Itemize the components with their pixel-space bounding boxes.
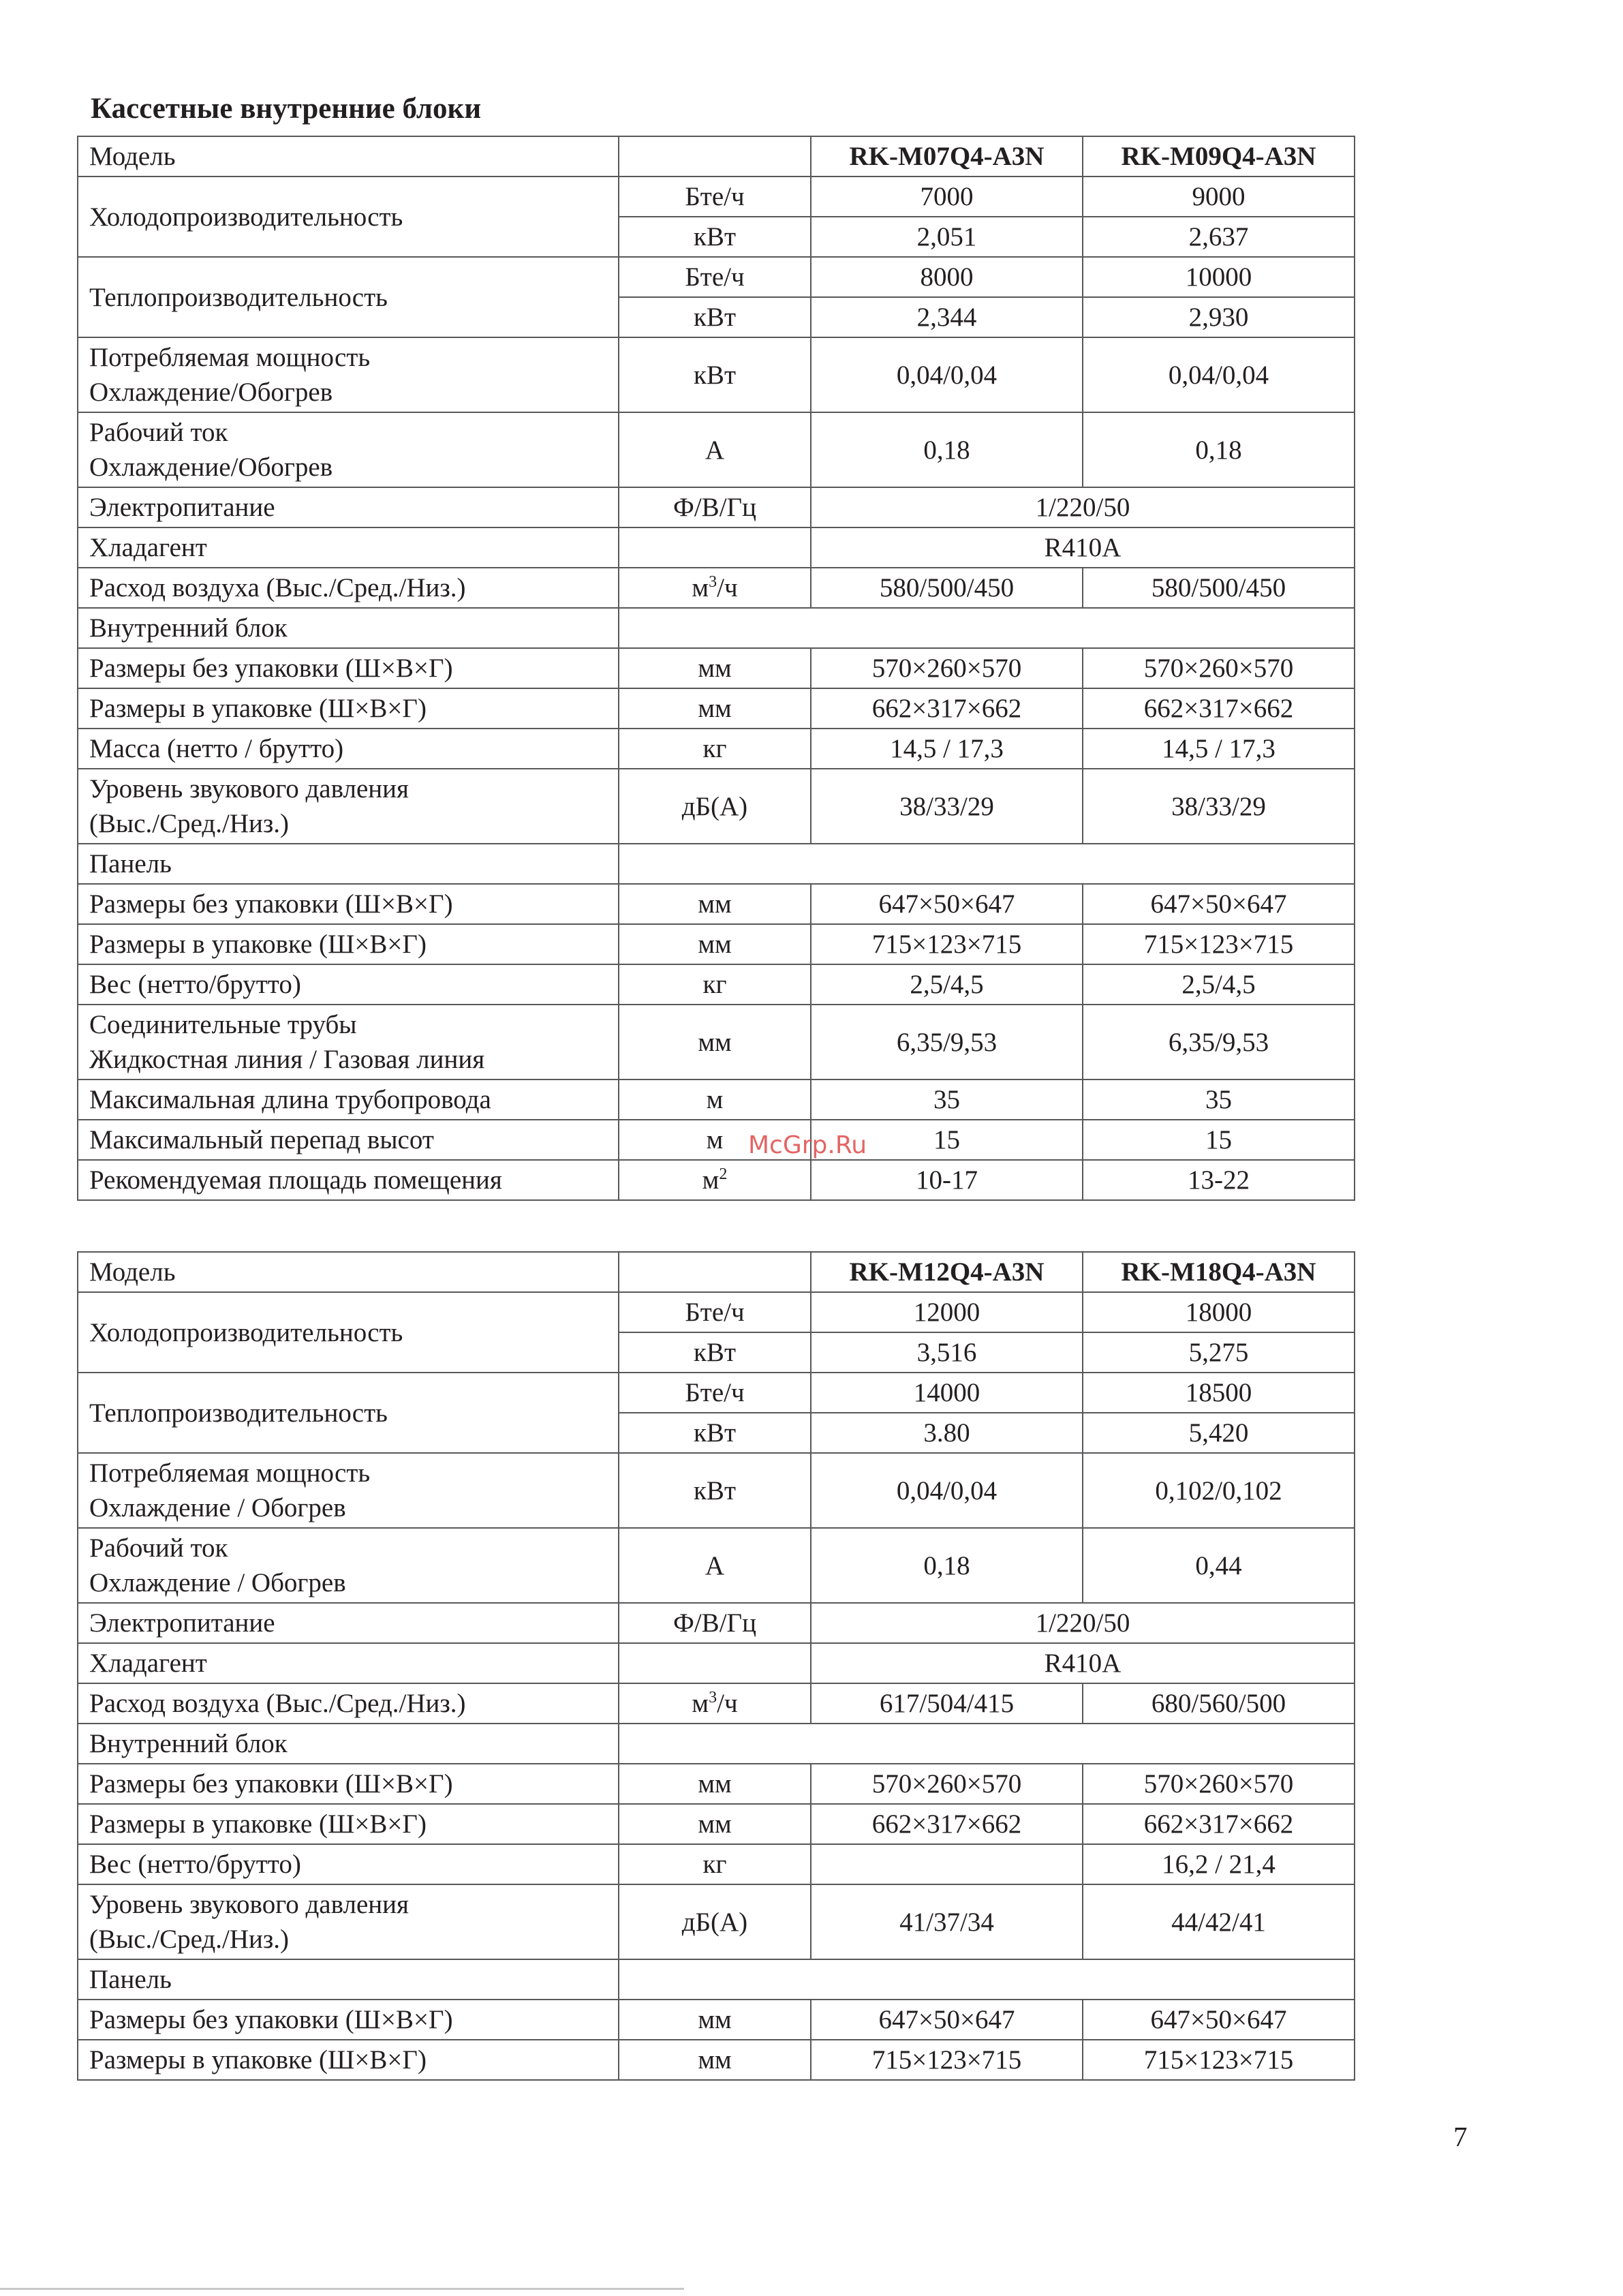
table-row-supply [78,487,1355,527]
param-cell: Размеры в упаковке (Ш×В×Г) [78,688,619,729]
table-row-dims-unpacked [78,1764,1355,1804]
table-row-section-panel [78,844,1355,884]
param-cell: Расход воздуха (Выс./Сред./Низ.) [78,568,619,608]
unit-sup: 2 [719,1165,728,1183]
unit-cell: мм [619,648,811,688]
unit-cell [619,1160,811,1200]
param-cell: Размеры в упаковке (Ш×В×Г) [78,2040,619,2080]
unit-sup: 3 [709,1689,717,1706]
param-cell: Вес (нетто/брутто) [78,964,619,1005]
table-row-section-indoor [78,608,1355,648]
unit-cell: мм [619,1804,811,1844]
value-cell: 570×260×570 [1083,1764,1355,1804]
table-row-pipes [78,1005,1355,1080]
unit-cell: мм [619,884,811,924]
param-line: Охлаждение / Обогрев [89,1568,346,1597]
param-cell [78,1528,619,1603]
param-line: Рабочий ток [89,1533,228,1563]
section-empty-cell [619,1959,1355,2000]
value-cell: 18500 [1083,1373,1355,1413]
unit-text: /ч [717,573,738,602]
unit-cell: кг [619,729,811,769]
value-cell: 16,2 / 21,4 [1083,1844,1355,1884]
unit-cell: Бте/ч [619,1292,811,1332]
value-cell: 8000 [811,257,1083,297]
value-cell: 14,5 / 17,3 [1083,729,1355,769]
unit-cell: мм [619,2000,811,2040]
param-cell [78,337,619,412]
table-row-max-length [78,1080,1355,1120]
value-cell: R410A [811,527,1355,568]
param-cell: Хладагент [78,527,619,568]
value-cell: 617/504/415 [811,1683,1083,1724]
value-cell: 1/220/50 [811,1603,1355,1643]
param-cell [78,1005,619,1080]
value-cell: 15 [1083,1120,1355,1160]
table-row-panel-dims-packed [78,2040,1355,2080]
param-line: (Выс./Сред./Низ.) [89,809,290,838]
unit-cell: дБ(А) [619,769,811,844]
unit-cell: дБ(А) [619,1884,811,1959]
param-cell: Теплопроизводительность [78,1373,619,1453]
table-row-noise [78,1884,1355,1959]
value-cell: 715×123×715 [1083,924,1355,964]
param-line: Потребляемая мощность [89,1458,371,1488]
unit-cell: кВт [619,217,811,257]
table-row-panel-weight [78,964,1355,1005]
unit-cell: Бте/ч [619,177,811,217]
unit-cell: мм [619,1005,811,1080]
value-cell: 3.80 [811,1413,1083,1453]
param-cell: Рекомендуемая площадь помещения [78,1160,619,1200]
table-row-max-height [78,1120,1355,1160]
value-cell: 570×260×570 [1083,648,1355,688]
unit-cell [619,1252,811,1292]
value-cell: 13-22 [1083,1160,1355,1200]
unit-cell [619,568,811,608]
unit-cell: мм [619,1764,811,1804]
unit-text: м [692,1689,709,1718]
value-cell: 10-17 [811,1160,1083,1200]
table-row-cooling [78,177,1355,217]
param-cell [78,769,619,844]
table-row-mass [78,729,1355,769]
value-cell: 662×317×662 [1083,1804,1355,1844]
value-cell: 0,18 [811,412,1083,487]
param-cell: Холодопроизводительность [78,177,619,257]
value-cell: 647×50×647 [1083,884,1355,924]
unit-text: м [692,573,709,602]
table-row-section-panel [78,1959,1355,2000]
table-row-panel-dims-unpacked [78,884,1355,924]
value-cell: 18000 [1083,1292,1355,1332]
param-line: Жидкостная линия / Газовая линия [89,1045,485,1074]
param-cell: Вес (нетто/брутто) [78,1844,619,1884]
page-title: Кассетные внутренние блоки [91,93,482,125]
unit-cell [619,1683,811,1724]
value-cell: 0,18 [811,1528,1083,1603]
param-line: Рабочий ток [89,418,228,447]
unit-cell [619,136,811,177]
value-cell: 662×317×662 [1083,688,1355,729]
unit-cell: кВт [619,1453,811,1528]
table-row-airflow [78,568,1355,608]
value-cell: 12000 [811,1292,1083,1332]
value-cell: 38/33/29 [811,769,1083,844]
value-cell: 5,275 [1083,1332,1355,1373]
table-row-section-indoor [78,1724,1355,1764]
table-row-current [78,412,1355,487]
unit-cell: кВт [619,1413,811,1453]
unit-cell: мм [619,2040,811,2080]
value-cell: 715×123×715 [811,2040,1083,2080]
table-row-model [78,1252,1355,1292]
table-row-model [78,136,1355,177]
value-cell: 647×50×647 [811,884,1083,924]
value-cell: 14,5 / 17,3 [811,729,1083,769]
spec-table-2 [77,1251,1355,2081]
param-cell: Хладагент [78,1643,619,1683]
param-cell: Масса (нетто / брутто) [78,729,619,769]
param-line: Охлаждение / Обогрев [89,1493,346,1522]
param-cell: Размеры в упаковке (Ш×В×Г) [78,1804,619,1844]
param-line: Охлаждение/Обогрев [89,378,333,407]
unit-text: /ч [717,1689,738,1718]
unit-cell: м [619,1120,811,1160]
value-cell: 0,04/0,04 [811,337,1083,412]
value-cell: 570×260×570 [811,1764,1083,1804]
param-cell: Размеры без упаковки (Ш×В×Г) [78,648,619,688]
param-line: Уровень звукового давления [89,774,409,803]
table-row-refrigerant [78,527,1355,568]
table-row-heating [78,1373,1355,1413]
value-cell: 0,04/0,04 [1083,337,1355,412]
table-row-noise [78,769,1355,844]
param-cell: Электропитание [78,1603,619,1643]
value-cell: 0,44 [1083,1528,1355,1603]
table-row-supply [78,1603,1355,1643]
table-row-dims-packed [78,688,1355,729]
divider [0,2288,684,2290]
value-cell: R410A [811,1643,1355,1683]
value-cell: 2,051 [811,217,1083,257]
param-cell: Максимальный перепад высот [78,1120,619,1160]
model-header-b: RK-M09Q4-A3N [1083,136,1355,177]
table-row-panel-dims-unpacked [78,2000,1355,2040]
value-cell: 662×317×662 [811,688,1083,729]
value-cell: 580/500/450 [1083,568,1355,608]
unit-cell: А [619,1528,811,1603]
param-cell [78,1453,619,1528]
unit-cell: Ф/В/Гц [619,487,811,527]
param-line: Потребляемая мощность [89,343,371,372]
spec-table-1 [77,136,1355,1201]
value-cell: 3,516 [811,1332,1083,1373]
model-header-a: RK-M12Q4-A3N [811,1252,1083,1292]
value-cell: 2,637 [1083,217,1355,257]
param-cell: Теплопроизводительность [78,257,619,337]
unit-cell: кг [619,1844,811,1884]
table-row-refrigerant [78,1643,1355,1683]
table-row-heating [78,257,1355,297]
param-cell: Модель [78,1252,619,1292]
value-cell: 2,930 [1083,297,1355,337]
unit-sup: 3 [709,573,717,591]
value-cell: 15 [811,1120,1083,1160]
unit-cell: кВт [619,297,811,337]
unit-cell: Бте/ч [619,257,811,297]
value-cell: 715×123×715 [811,924,1083,964]
value-cell: 35 [1083,1080,1355,1120]
page-number: 7 [1453,2121,1468,2152]
value-cell: 662×317×662 [811,1804,1083,1844]
value-cell [811,1844,1083,1884]
value-cell: 0,18 [1083,412,1355,487]
value-cell: 2,5/4,5 [1083,964,1355,1005]
section-empty-cell [619,608,1355,648]
value-cell: 0,04/0,04 [811,1453,1083,1528]
section-empty-cell [619,844,1355,884]
table-row-current [78,1528,1355,1603]
model-header-b: RK-M18Q4-A3N [1083,1252,1355,1292]
value-cell: 38/33/29 [1083,769,1355,844]
watermark: McGrp.Ru [748,1131,867,1159]
param-cell: Модель [78,136,619,177]
value-cell: 647×50×647 [1083,2000,1355,2040]
section-label: Внутренний блок [78,608,619,648]
unit-cell: кВт [619,1332,811,1373]
value-cell: 570×260×570 [811,648,1083,688]
param-cell: Расход воздуха (Выс./Сред./Низ.) [78,1683,619,1724]
table-row-power [78,1453,1355,1528]
value-cell: 10000 [1083,257,1355,297]
value-cell: 35 [811,1080,1083,1120]
value-cell: 580/500/450 [811,568,1083,608]
table-row-airflow [78,1683,1355,1724]
model-header-a: RK-M07Q4-A3N [811,136,1083,177]
unit-cell: Ф/В/Гц [619,1603,811,1643]
value-cell: 6,35/9,53 [1083,1005,1355,1080]
unit-cell: Бте/ч [619,1373,811,1413]
table-row-power [78,337,1355,412]
unit-cell [619,527,811,568]
unit-cell [619,1643,811,1683]
table-row-weight [78,1844,1355,1884]
value-cell: 2,5/4,5 [811,964,1083,1005]
value-cell: 680/560/500 [1083,1683,1355,1724]
unit-text: м [702,1165,720,1195]
param-cell: Размеры в упаковке (Ш×В×Г) [78,924,619,964]
table-row-dims-packed [78,1804,1355,1844]
param-cell: Холодопроизводительность [78,1292,619,1373]
unit-cell: кг [619,964,811,1005]
param-cell: Размеры без упаковки (Ш×В×Г) [78,2000,619,2040]
unit-cell: А [619,412,811,487]
param-cell [78,1884,619,1959]
value-cell: 44/42/41 [1083,1884,1355,1959]
param-cell: Размеры без упаковки (Ш×В×Г) [78,884,619,924]
section-label: Внутренний блок [78,1724,619,1764]
param-line: (Выс./Сред./Низ.) [89,1925,290,1954]
param-line: Соединительные трубы [89,1010,357,1039]
table-row-cooling [78,1292,1355,1332]
value-cell: 2,344 [811,297,1083,337]
param-cell: Максимальная длина трубопровода [78,1080,619,1120]
section-label: Панель [78,844,619,884]
unit-cell: мм [619,688,811,729]
value-cell: 14000 [811,1373,1083,1413]
table-row-dims-unpacked [78,648,1355,688]
param-line: Охлаждение/Обогрев [89,453,333,482]
section-empty-cell [619,1724,1355,1764]
value-cell: 41/37/34 [811,1884,1083,1959]
param-cell: Размеры без упаковки (Ш×В×Г) [78,1764,619,1804]
unit-cell: мм [619,924,811,964]
unit-cell: кВт [619,337,811,412]
value-cell: 715×123×715 [1083,2040,1355,2080]
value-cell: 7000 [811,177,1083,217]
value-cell: 9000 [1083,177,1355,217]
param-line: Уровень звукового давления [89,1890,409,1919]
value-cell: 1/220/50 [811,487,1355,527]
value-cell: 6,35/9,53 [811,1005,1083,1080]
unit-cell: м [619,1080,811,1120]
table-row-panel-dims-packed [78,924,1355,964]
param-cell: Электропитание [78,487,619,527]
param-cell [78,412,619,487]
value-cell: 5,420 [1083,1413,1355,1453]
value-cell: 0,102/0,102 [1083,1453,1355,1528]
table-row-room-area [78,1160,1355,1200]
section-label: Панель [78,1959,619,2000]
value-cell: 647×50×647 [811,2000,1083,2040]
